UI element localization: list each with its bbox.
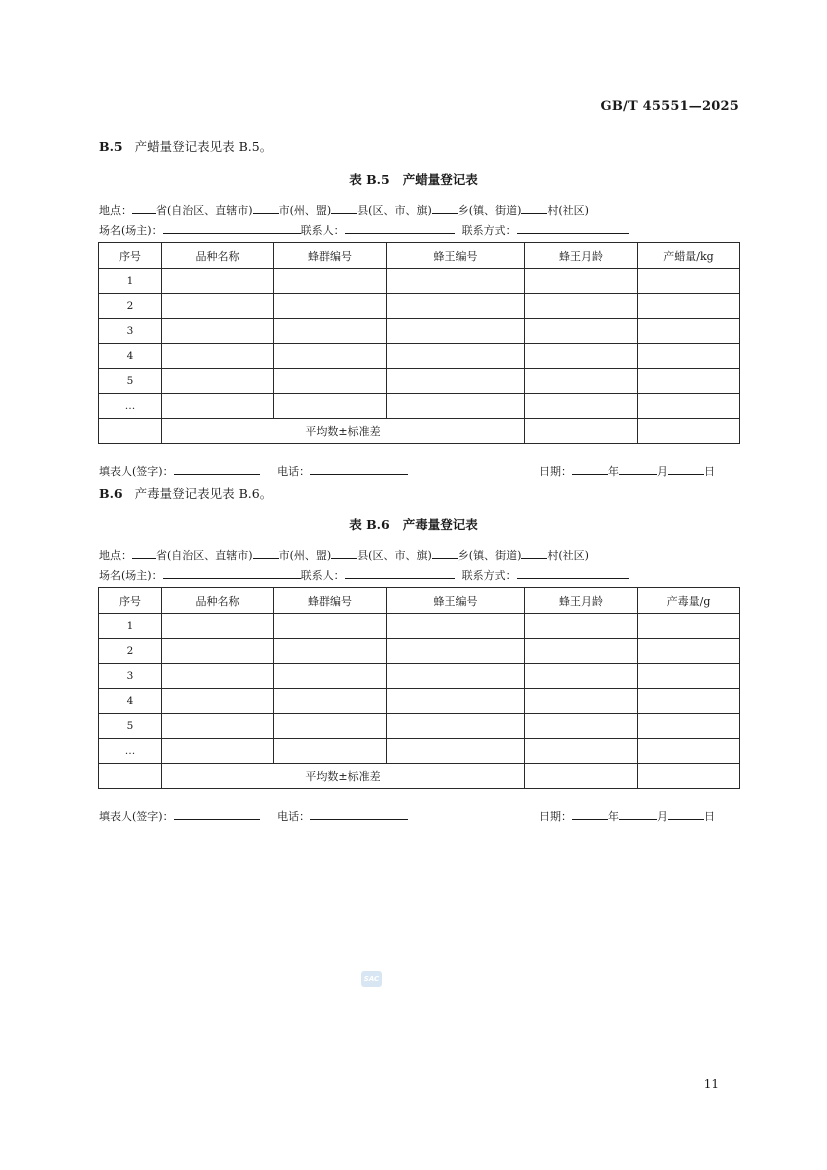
province-label: 省(自治区、直辖市) [156, 549, 253, 562]
col-header: 品种名称 [162, 588, 274, 614]
month-label: 月 [657, 465, 668, 478]
location-line [99, 547, 589, 563]
table-cell[interactable] [387, 614, 525, 639]
table-cell[interactable] [525, 419, 638, 444]
table-cell[interactable] [387, 369, 525, 394]
clause-b5 [99, 137, 272, 155]
table-cell[interactable] [162, 739, 274, 764]
city-label: 市(州、盟) [278, 549, 332, 562]
town-label: 乡(镇、街道) [457, 204, 522, 217]
table-row [99, 294, 740, 319]
farm-blank[interactable] [163, 222, 301, 234]
mean-sd-label: 平均数±标准差 [162, 419, 525, 444]
table-cell[interactable] [638, 419, 740, 444]
signature-line [99, 808, 408, 824]
table-row [99, 394, 740, 419]
location-line [99, 202, 589, 218]
date-label: 日期： [539, 465, 572, 478]
table-cell[interactable] [274, 344, 387, 369]
town-blank[interactable] [432, 202, 458, 214]
col-header: 蜂群编号 [274, 588, 387, 614]
table-cell[interactable] [387, 739, 525, 764]
table-cell[interactable] [638, 764, 740, 789]
table-cell[interactable] [274, 614, 387, 639]
filler-label: 填表人(签字)： [99, 810, 174, 823]
table-cell[interactable] [638, 614, 740, 639]
table-row [99, 614, 740, 639]
summary-row [99, 419, 740, 444]
county-blank[interactable] [331, 547, 357, 559]
table-row [99, 639, 740, 664]
table-cell[interactable] [162, 269, 274, 294]
clause-number: B.5 [99, 139, 123, 154]
table-cell[interactable] [525, 344, 638, 369]
table-cell[interactable] [638, 319, 740, 344]
clause-b6 [99, 484, 272, 502]
col-header: 产蜡量/kg [638, 243, 740, 269]
table-cell[interactable] [162, 344, 274, 369]
table-cell[interactable] [387, 294, 525, 319]
row-number: 3 [99, 664, 162, 689]
table-cell[interactable] [274, 269, 387, 294]
contact-label: 联系人： [300, 569, 345, 582]
table-cell[interactable] [274, 664, 387, 689]
farm-line [99, 567, 629, 583]
table-cell[interactable] [387, 344, 525, 369]
row-number: … [99, 394, 162, 419]
signature-line [99, 463, 408, 479]
table-cell[interactable] [525, 639, 638, 664]
clause-text: 产毒量登记表见表 B.6。 [134, 486, 273, 501]
row-number: 5 [99, 369, 162, 394]
year-blank[interactable] [572, 808, 608, 820]
table-number: 表 B.6 [349, 517, 390, 532]
day-blank[interactable] [668, 808, 704, 820]
phone-method-blank[interactable] [517, 567, 629, 579]
table-cell[interactable] [162, 689, 274, 714]
table-cell [99, 764, 162, 789]
county-label: 县(区、市、旗) [357, 204, 432, 217]
table-row [99, 344, 740, 369]
month-blank[interactable] [619, 808, 657, 820]
table-cell[interactable] [162, 664, 274, 689]
table-cell[interactable] [162, 714, 274, 739]
village-blank[interactable] [521, 202, 547, 214]
table-cell[interactable] [525, 689, 638, 714]
row-number: … [99, 739, 162, 764]
table-row [99, 369, 740, 394]
location-label: 地点： [99, 549, 132, 562]
table-cell[interactable] [638, 689, 740, 714]
col-header: 蜂王编号 [387, 243, 525, 269]
table-row [99, 664, 740, 689]
mean-sd-label: 平均数±标准差 [162, 764, 525, 789]
table-cell[interactable] [638, 664, 740, 689]
table-cell[interactable] [387, 319, 525, 344]
location-label: 地点： [99, 204, 132, 217]
day-blank[interactable] [668, 463, 704, 475]
farm-label: 场名(场主)： [99, 224, 163, 237]
table-cell[interactable] [638, 714, 740, 739]
table-cell[interactable] [274, 714, 387, 739]
farm-blank[interactable] [163, 567, 301, 579]
clause-text: 产蜡量登记表见表 B.5。 [134, 139, 273, 154]
table-cell[interactable] [638, 394, 740, 419]
col-header: 序号 [99, 243, 162, 269]
col-header: 品种名称 [162, 243, 274, 269]
row-number: 1 [99, 269, 162, 294]
table-cell[interactable] [274, 639, 387, 664]
venom-yield-table [98, 587, 740, 789]
table-cell[interactable] [525, 319, 638, 344]
table-cell[interactable] [525, 764, 638, 789]
row-number: 2 [99, 294, 162, 319]
filler-label: 填表人(签字)： [99, 465, 174, 478]
table-row [99, 714, 740, 739]
row-number: 4 [99, 344, 162, 369]
date-line [539, 463, 715, 479]
table-cell[interactable] [638, 639, 740, 664]
table-cell[interactable] [525, 294, 638, 319]
table-row [99, 319, 740, 344]
date-line [539, 808, 715, 824]
table-cell[interactable] [638, 294, 740, 319]
clause-number: B.6 [99, 486, 123, 501]
table-title: 产毒量登记表 [402, 517, 478, 532]
village-label: 村(社区) [547, 204, 589, 217]
town-blank[interactable] [432, 547, 458, 559]
county-blank[interactable] [331, 202, 357, 214]
village-blank[interactable] [521, 547, 547, 559]
table-cell[interactable] [274, 369, 387, 394]
town-label: 乡(镇、街道) [457, 549, 522, 562]
month-blank[interactable] [619, 463, 657, 475]
phone-method-label: 联系方式： [461, 224, 517, 237]
village-label: 村(社区) [547, 549, 589, 562]
table-cell[interactable] [525, 664, 638, 689]
col-header: 产毒量/g [638, 588, 740, 614]
table-caption-b6 [0, 515, 827, 533]
month-label: 月 [657, 810, 668, 823]
filler-blank[interactable] [174, 463, 260, 475]
city-blank[interactable] [253, 202, 279, 214]
table-cell[interactable] [638, 739, 740, 764]
col-header: 序号 [99, 588, 162, 614]
row-number: 5 [99, 714, 162, 739]
table-cell[interactable] [387, 689, 525, 714]
table-cell[interactable] [638, 269, 740, 294]
tel-blank[interactable] [310, 808, 408, 820]
table-title: 产蜡量登记表 [402, 172, 478, 187]
col-header: 蜂王月龄 [525, 588, 638, 614]
contact-blank[interactable] [345, 567, 455, 579]
year-label: 年 [608, 810, 619, 823]
table-row [99, 269, 740, 294]
county-label: 县(区、市、旗) [357, 549, 432, 562]
table-header-row [99, 588, 740, 614]
table-cell[interactable] [162, 319, 274, 344]
table-cell[interactable] [638, 369, 740, 394]
table-cell[interactable] [274, 319, 387, 344]
contact-label: 联系人： [300, 224, 345, 237]
table-cell[interactable] [525, 714, 638, 739]
row-number: 3 [99, 319, 162, 344]
farm-line [99, 222, 629, 238]
table-cell[interactable] [387, 664, 525, 689]
table-cell[interactable] [274, 689, 387, 714]
table-cell[interactable] [387, 639, 525, 664]
contact-blank[interactable] [345, 222, 455, 234]
sac-watermark-logo: SAC [361, 971, 382, 987]
table-cell[interactable] [387, 269, 525, 294]
date-label: 日期： [539, 810, 572, 823]
day-label: 日 [704, 465, 715, 478]
year-label: 年 [608, 465, 619, 478]
table-cell[interactable] [638, 344, 740, 369]
table-cell[interactable] [162, 639, 274, 664]
standard-number: GB/T 45551—2025 [600, 99, 739, 114]
table-number: 表 B.5 [349, 172, 390, 187]
page-number: 11 [703, 1077, 719, 1091]
table-cell[interactable] [162, 614, 274, 639]
year-blank[interactable] [572, 463, 608, 475]
city-blank[interactable] [253, 547, 279, 559]
wax-yield-table [98, 242, 740, 444]
table-cell[interactable] [525, 269, 638, 294]
table-caption-b5 [0, 170, 827, 188]
row-number: 4 [99, 689, 162, 714]
farm-label: 场名(场主)： [99, 569, 163, 582]
col-header: 蜂王编号 [387, 588, 525, 614]
table-row [99, 689, 740, 714]
table-cell[interactable] [162, 394, 274, 419]
tel-label: 电话： [277, 810, 311, 823]
phone-method-blank[interactable] [517, 222, 629, 234]
province-label: 省(自治区、直辖市) [156, 204, 253, 217]
row-number: 2 [99, 639, 162, 664]
province-blank[interactable] [132, 202, 156, 214]
col-header: 蜂群编号 [274, 243, 387, 269]
tel-label: 电话： [277, 465, 311, 478]
tel-blank[interactable] [310, 463, 408, 475]
table-cell[interactable] [274, 294, 387, 319]
phone-method-label: 联系方式： [461, 569, 517, 582]
table-cell[interactable] [525, 739, 638, 764]
table-cell[interactable] [162, 369, 274, 394]
province-blank[interactable] [132, 547, 156, 559]
table-cell[interactable] [162, 294, 274, 319]
row-number: 1 [99, 614, 162, 639]
day-label: 日 [704, 810, 715, 823]
summary-row [99, 764, 740, 789]
table-cell[interactable] [387, 714, 525, 739]
city-label: 市(州、盟) [278, 204, 332, 217]
table-cell[interactable] [274, 394, 387, 419]
table-cell[interactable] [525, 614, 638, 639]
table-header-row [99, 243, 740, 269]
col-header: 蜂王月龄 [525, 243, 638, 269]
table-cell [99, 419, 162, 444]
table-row [99, 739, 740, 764]
table-cell[interactable] [274, 739, 387, 764]
table-cell[interactable] [525, 394, 638, 419]
table-cell[interactable] [525, 369, 638, 394]
filler-blank[interactable] [174, 808, 260, 820]
table-cell[interactable] [387, 394, 525, 419]
